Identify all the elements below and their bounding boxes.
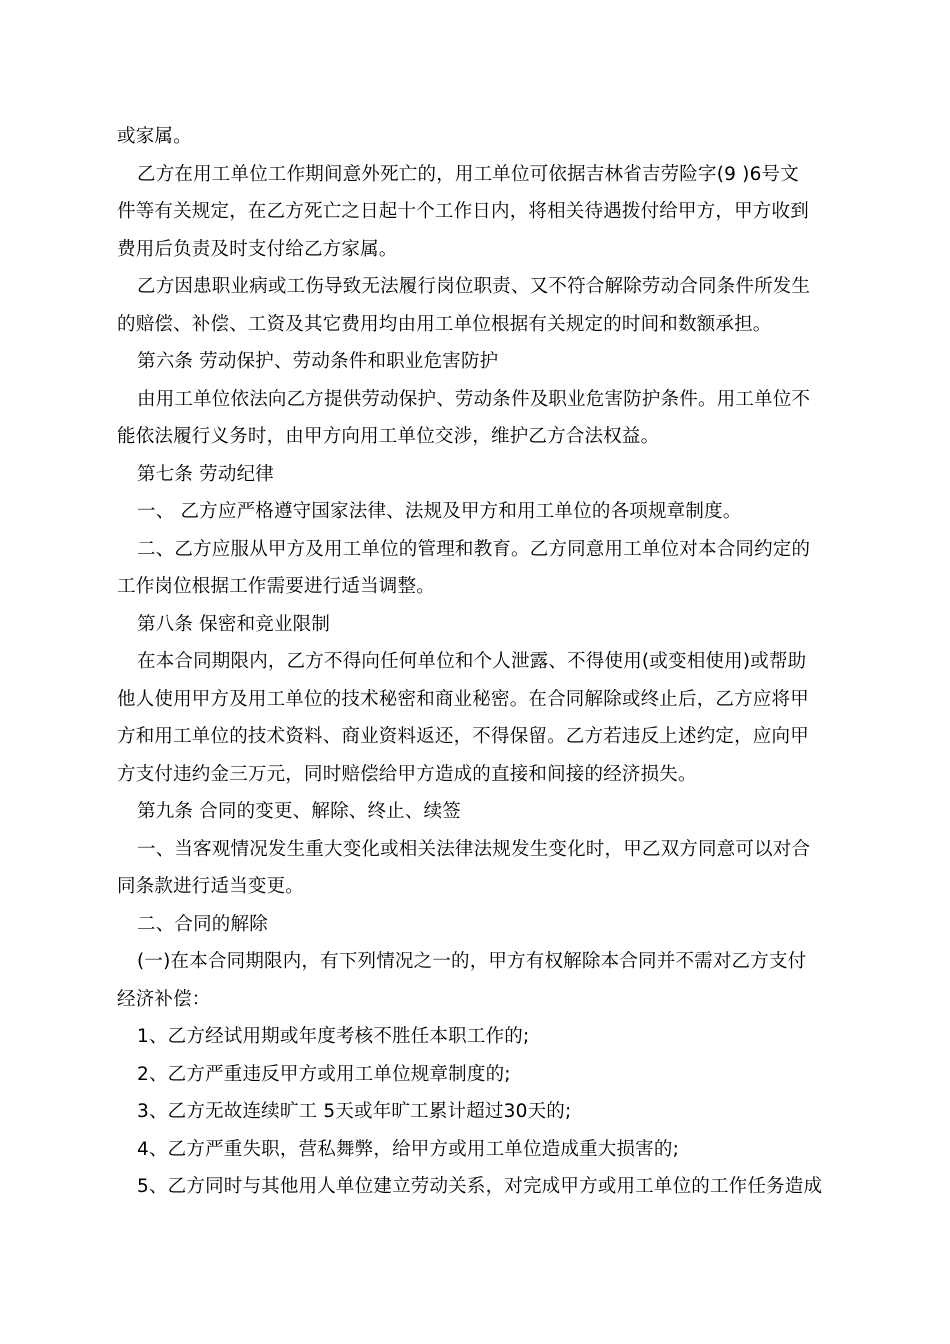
text-line: 经济补偿： <box>117 988 211 1010</box>
section-heading <box>117 793 837 831</box>
text-line: 或家属。 <box>117 126 192 147</box>
document-body <box>117 118 837 1206</box>
paragraph <box>117 118 837 156</box>
paragraph <box>117 381 837 456</box>
paragraph <box>117 493 837 531</box>
text-line: 乙方因患职业病或工伤导致无法履行岗位职责、又不符合解除劳动合同条件所发生 <box>137 276 811 297</box>
text-line: 4、乙方严重失职，营私舞弊，给甲方或用工单位造成重大损害的; <box>137 1138 680 1160</box>
paragraph <box>117 943 837 1018</box>
paragraph <box>117 906 837 944</box>
paragraph <box>117 1056 837 1094</box>
paragraph <box>117 643 837 793</box>
paragraph <box>117 1131 837 1169</box>
text-line: 件等有关规定，在乙方死亡之日起十个工作日内，将相关待遇拨付给甲方，甲方收到 <box>117 201 809 222</box>
paragraph <box>117 156 837 269</box>
paragraph <box>117 831 837 906</box>
text-line: 第六条 劳动保护、劳动条件和职业危害防护 <box>137 351 499 372</box>
paragraph <box>117 1018 837 1056</box>
text-line: 第九条 合同的变更、解除、终止、续签 <box>137 801 461 822</box>
text-line: 方和用工单位的技术资料、商业资料返还，不得保留。乙方若违反上述约定，应向甲 <box>117 726 809 747</box>
paragraph <box>117 268 837 343</box>
text-line: 1、乙方经试用期或年度考核不胜任本职工作的; <box>137 1026 530 1047</box>
section-heading <box>117 456 837 494</box>
text-line: 第八条 保密和竞业限制 <box>137 613 331 635</box>
text-line: (一)在本合同期限内，有下列情况之一的，甲方有权解除本合同并不需对乙方支付 <box>137 951 807 972</box>
text-line: 的赔偿、补偿、工资及其它费用均由用工单位根据有关规定的时间和数额承担。 <box>117 313 772 335</box>
text-line: 在本合同期限内，乙方不得向任何单位和个人泄露、不得使用(或变相使用)或帮助 <box>137 651 807 672</box>
text-line: 二、乙方应服从甲方及用工单位的管理和教育。乙方同意用工单位对本合同约定的 <box>137 538 811 560</box>
text-line: 一、 乙方应严格遵守国家法律、法规及甲方和用工单位的各项规章制度。 <box>137 501 742 522</box>
text-line: 方支付违约金三万元，同时赔偿给甲方造成的直接和间接的经济损失。 <box>117 763 697 785</box>
text-line: 二、合同的解除 <box>137 913 268 935</box>
text-line: 第七条 劳动纪律 <box>137 463 274 485</box>
text-line: 费用后负责及时支付给乙方家属。 <box>117 238 398 260</box>
paragraph <box>117 1168 837 1206</box>
paragraph <box>117 1093 837 1131</box>
text-line: 乙方在用工单位工作期间意外死亡的，用工单位可依据吉林省吉劳险字(9 )6号文 <box>137 163 799 185</box>
text-line: 3、乙方无故连续旷工 5天或年旷工累计超过30天的; <box>137 1101 572 1122</box>
text-line: 一、当客观情况发生重大变化或相关法律法规发生变化时，甲乙双方同意可以对合 <box>137 838 811 860</box>
paragraph <box>117 531 837 606</box>
text-line: 2、乙方严重违反甲方或用工单位规章制度的; <box>137 1063 511 1085</box>
text-line: 同条款进行适当变更。 <box>117 876 305 897</box>
text-line: 由用工单位依法向乙方提供劳动保护、劳动条件及职业危害防护条件。用工单位不 <box>137 388 811 410</box>
text-line: 工作岗位根据工作需要进行适当调整。 <box>117 576 435 597</box>
text-line: 他人使用甲方及用工单位的技术秘密和商业秘密。在合同解除或终止后，乙方应将甲 <box>117 688 809 710</box>
section-heading <box>117 343 837 381</box>
text-line: 5、乙方同时与其他用人单位建立劳动关系，对完成甲方或用工单位的工作任务造成 <box>137 1176 823 1197</box>
section-heading <box>117 606 837 644</box>
text-line: 能依法履行义务时，由甲方向用工单位交涉，维护乙方合法权益。 <box>117 426 660 447</box>
